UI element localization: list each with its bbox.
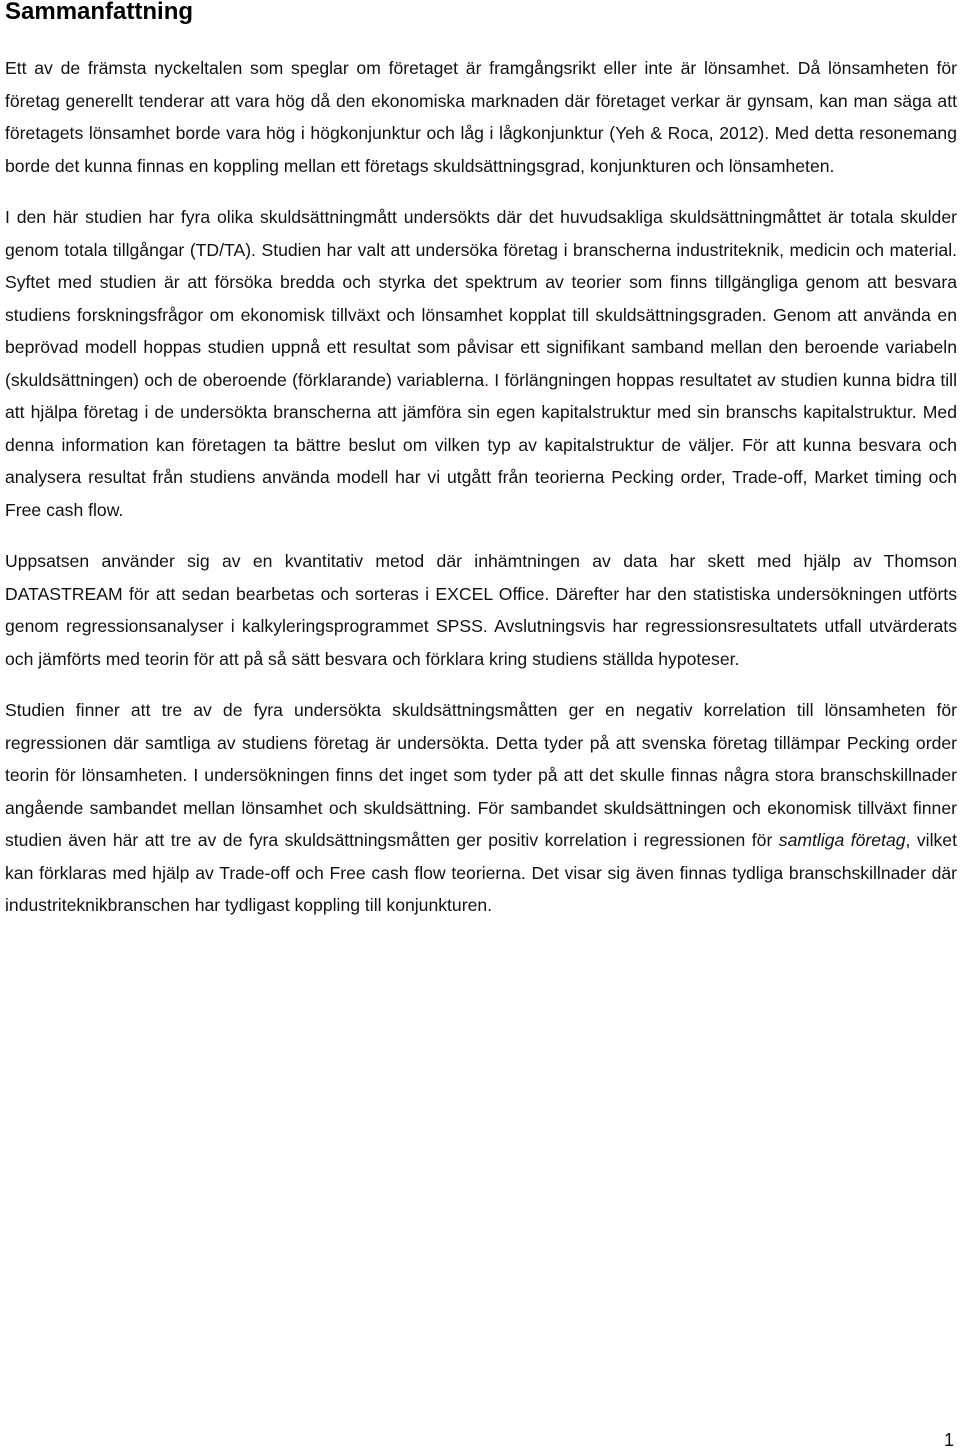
- paragraph-2-text-b: I förlängningen hoppas resultatet av studien kunna bidra till att hjälpa företag i de undersökta branscherna att jämföra sin egen kapitalstruktur med sin branschs kapitalstruktur. Med denna information kan företagen ta bättre beslut om vilken typ av kapitalstruktur de väljer. För att kunna besvara och analysera resultat från studiens använda modell har vi utgått från teorierna Pecking order, Trade-off, Market timing och Free cash flow.: [5, 369, 957, 520]
- paragraph-2-red-period: .: [484, 369, 490, 390]
- paragraph-1-text: Ett av de främsta nyckeltalen som speglar om företaget är framgångsrikt eller inte är lönsamhet. Då lönsamheten för företag generellt tenderar att vara hög då den ekonomiska marknaden där företaget verkar är gynsam, kan man säga att företagets lönsamhet borde vara hög i högkonjunktur och låg i lågkonjunktur (Yeh & Roca, 2012). Med detta resonemang borde det kunna finnas en koppling mellan ett företags skuldsättningsgrad, konjunkturen och lönsamheten.: [5, 58, 957, 176]
- page-title: Sammanfattning: [5, 0, 194, 25]
- document-body: [5, 52, 957, 941]
- paragraph-3: [5, 545, 957, 675]
- page-number: 1: [943, 1430, 954, 1450]
- paragraph-4-text-a: Studien finner att tre av de fyra undersökta skuldsättningsmåtten ger en negativ korrelation till lönsamheten för regressionen där samtliga av studiens företag är undersökta. Detta tyder på att svenska företag tillämpar Pecking order teorin för lönsamheten. I undersökningen finns det inget som tyder på att det skulle finnas några stora branschskillnader angående sambandet mellan lönsamhet och skuldsättning. För sambandet skuldsättningen och ekonomisk tillväxt finner studien även här att tre av de fyra skuldsättningsmåtten ger positiv korrelation i regressionen för: [5, 700, 957, 850]
- paragraph-3-text: Uppsatsen använder sig av en kvantitativ metod där inhämtningen av data har skett med hjälp av Thomson DATASTREAM för att sedan bearbetas och sorteras i EXCEL Office. Därefter har den statistiska undersökningen utförts genom regressionsanalyser i kalkyleringsprogrammet SPSS. Avslutningsvis har regressionsresultatets utfall utvärderats och jämförts med teorin för att på så sätt besvara och förklara kring studiens ställda hypoteser.: [5, 551, 957, 669]
- paragraph-2-text-a: I den här studien har fyra olika skuldsättningmått undersökts där det huvudsakliga skuldsättningmåttet är totala skulder genom totala tillgångar (TD/TA). Studien har valt att undersöka företag i branscherna industriteknik, medicin och material. Syftet med studien är att försöka bredda och styrka det spektrum av teorier som finns tillgängliga genom att besvara studiens forskningsfrågor om ekonomisk tillväxt och lönsamhet kopplat till skuldsättningsgraden. Genom att använda en beprövad modell hoppas studien uppnå ett resultat som påvisar ett signifikant samband mellan den beroende variabeln (skuldsättningen) och de oberoende (förklarande) variablerna: [5, 207, 957, 390]
- paragraph-1: [5, 52, 957, 182]
- paragraph-4: [5, 694, 957, 922]
- paragraph-4-italic-term: samtliga företag: [778, 830, 906, 850]
- paragraph-4-text-b: , vilket kan förklaras med hjälp av Trade-off och Free cash flow teorierna. Det visar sig även finnas tydliga branschskillnader där industriteknikbranschen har tydligast koppling till konjunkturen.: [5, 830, 957, 915]
- paragraph-2: [5, 201, 957, 526]
